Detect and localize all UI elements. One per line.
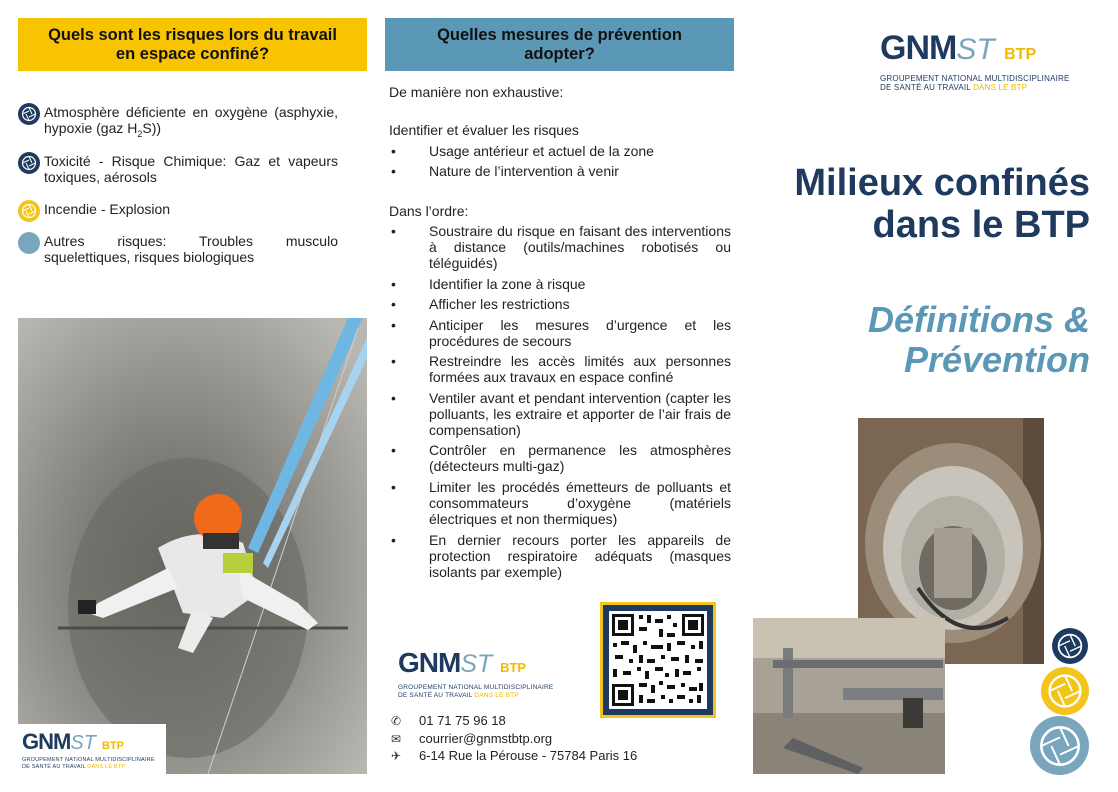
prevention-header: Quelles mesures de prévention adopter?: [385, 18, 734, 71]
circle-icon: [18, 232, 40, 254]
document-subtitle: Définitions & Prévention: [868, 299, 1090, 380]
basement-pipes-photo: [753, 618, 945, 774]
list-item: • Usage antérieur et actuel de la zone: [391, 143, 654, 159]
section-title: Identifier et évaluer les risques: [389, 122, 579, 138]
risk-text: Autres risques: Troubles musculo squelettiques, risques biologiques: [44, 233, 338, 265]
list-item: • Contrôler en permanence les atmosphères (détecteurs multi-gaz): [391, 442, 731, 474]
aperture-icon: [18, 152, 40, 174]
aperture-icon-yellow: [1041, 667, 1089, 715]
risk-subscript: 2: [137, 128, 143, 139]
phone-icon: ✆: [391, 714, 402, 728]
gnmst-logo-main: GNMST BTP GROUPEMENT NATIONAL MULTIDISCIPLINAIRE DE SANTÉ AU TRAVAIL DANS LE BTP: [880, 29, 1070, 92]
list-item: • Identifier la zone à risque: [391, 276, 586, 292]
gnmst-logo-middle: GNMST BTP GROUPEMENT NATIONAL MULTIDISCIPLINAIRE DE SANTÉ AU TRAVAIL DANS LE BTP: [398, 647, 554, 699]
risk-text: Atmosphère déficiente en oxygène (asphyxie, hypoxie (gaz H: [44, 104, 338, 136]
risk-item: [18, 104, 338, 142]
risk-item: [18, 233, 338, 265]
qr-code-icon: [603, 605, 713, 715]
document-title: Milieux confinés dans le BTP: [794, 162, 1090, 246]
contact-phone: ✆ 01 71 75 96 18: [391, 713, 506, 728]
risk-item: [18, 201, 338, 222]
mail-icon: ✉: [391, 732, 402, 746]
list-item: • Anticiper les mesures d’urgence et les procédures de secours: [391, 317, 731, 349]
risk-text: Incendie - Explosion: [44, 201, 171, 217]
section-title: Dans l’ordre:: [389, 203, 469, 219]
aperture-icon-navy: [1052, 628, 1088, 664]
list-item: • Afficher les restrictions: [391, 296, 570, 312]
risks-header: Quels sont les risques lors du travail en espace confiné?: [18, 18, 367, 71]
list-item: • Nature de l’intervention à venir: [391, 163, 619, 179]
list-item: • Restreindre les accès limités aux personnes formées aux travaux en espace confiné: [391, 353, 731, 385]
gnmst-logo-small: GNMST BTP GROUPEMENT NATIONAL MULTIDISCIPLINAIRE DE SANTÉ AU TRAVAIL DANS LE BTP: [18, 724, 166, 774]
risk-text: Toxicité - Risque Chimique: Gaz et vapeurs toxiques, aérosols: [44, 153, 338, 185]
address-icon: ✈: [391, 749, 402, 763]
qr-code[interactable]: [600, 602, 716, 718]
intro-text: De manière non exhaustive:: [389, 84, 564, 100]
risk-item: [18, 153, 338, 185]
list-item: • En dernier recours porter les appareils de protection respiratoire adéquats (masques isolants par exemple): [391, 532, 731, 580]
aperture-icon-blue: [1030, 716, 1089, 775]
contact-email[interactable]: ✉ courrier@gnmstbtp.org: [391, 731, 553, 746]
aperture-icon: [18, 200, 40, 222]
list-item: • Limiter les procédés émetteurs de polluants et consommateurs d’oxygène (matériels électriques et non thermiques): [391, 479, 731, 527]
list-item: • Soustraire du risque en faisant des interventions à distance (outils/machines robotisés ou téléguidés): [391, 223, 731, 271]
contact-address: ✈ 6-14 Rue la Pérouse - 75784 Paris 16: [391, 748, 638, 763]
list-item: • Ventiler avant et pendant intervention (capter les polluants, les extraire et apporter de l’air frais de compensation): [391, 390, 731, 438]
risk-text-tail: S)): [142, 120, 162, 136]
confined-space-worker-photo: [18, 318, 367, 774]
aperture-icon: [18, 103, 40, 125]
